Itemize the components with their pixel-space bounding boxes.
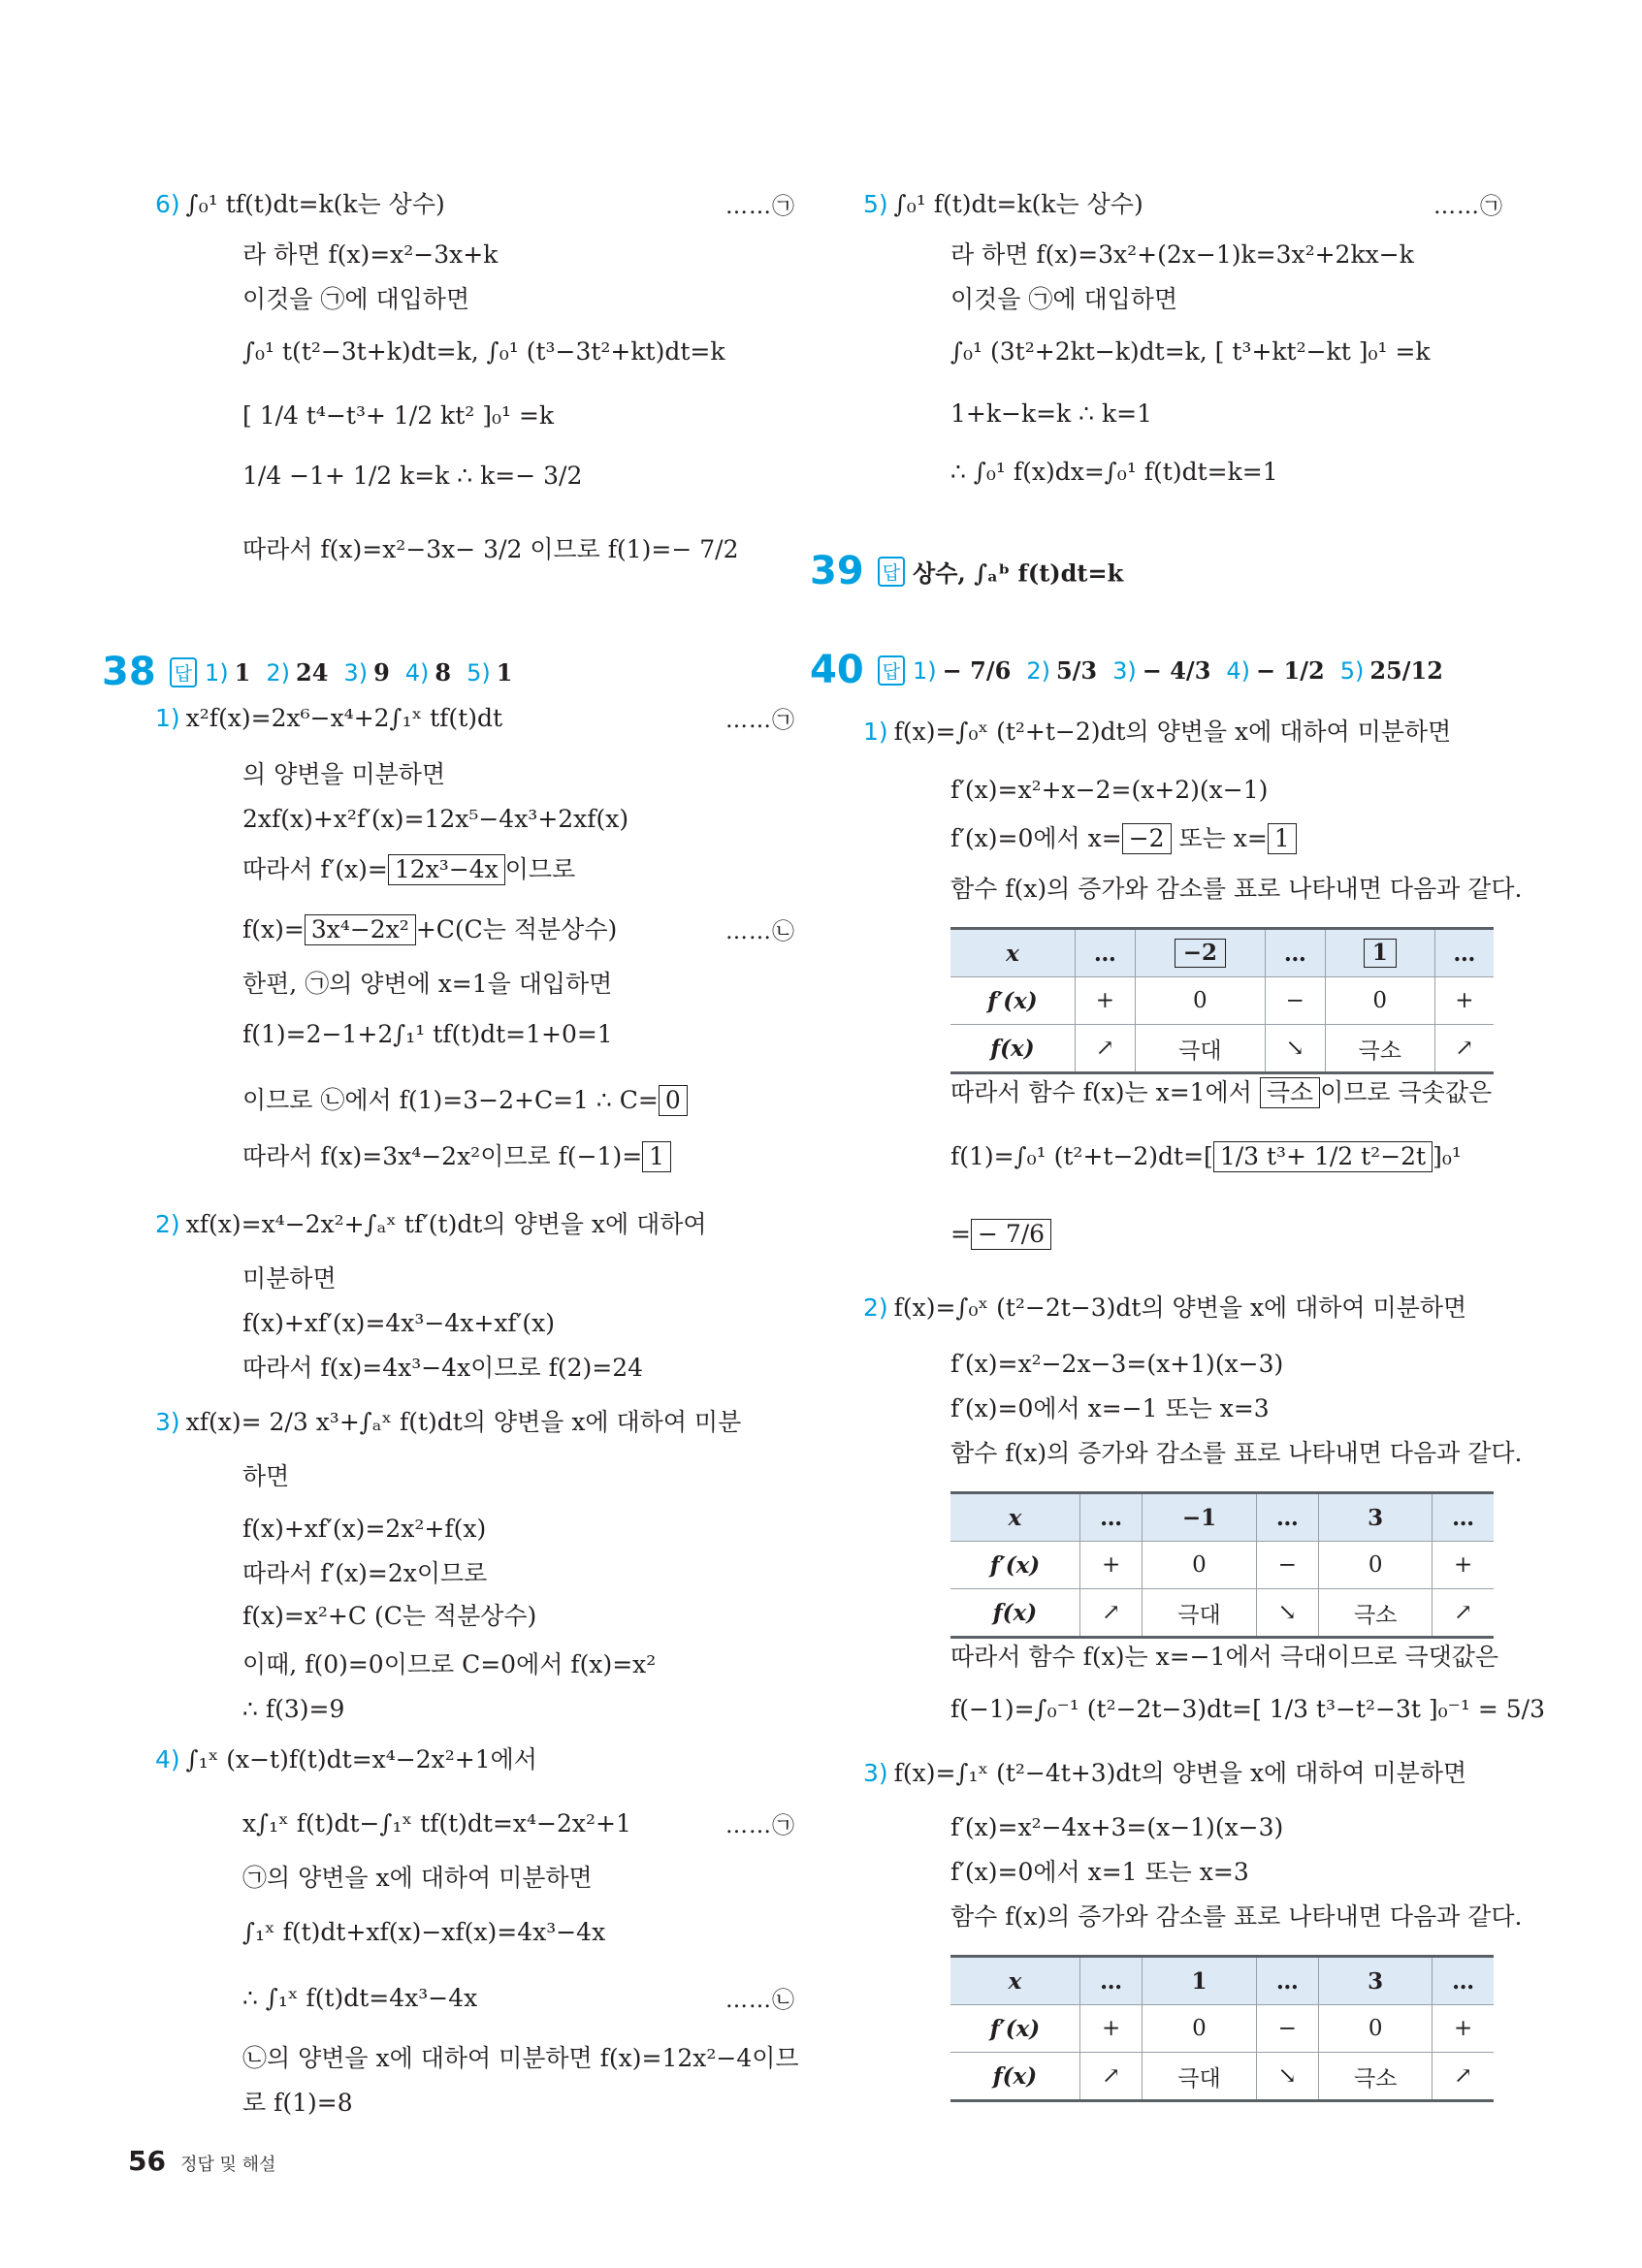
answer-box: − 7/6 xyxy=(971,1219,1051,1250)
math-text: ∫₁ˣ f(t)dt+xf(x)−xf(x)=4x³−4x xyxy=(242,1918,606,1946)
math-text: 1+k−k=k ∴ k=1 xyxy=(950,399,1152,428)
solution-line xyxy=(242,335,724,368)
table-cell: 0 xyxy=(1318,2005,1432,2053)
sub-number: 2) xyxy=(863,1294,888,1322)
solution-line xyxy=(155,702,502,735)
table-cell: 0 xyxy=(1325,977,1434,1025)
solution-line xyxy=(950,873,1522,906)
math-text: 따라서 함수 f(x)는 x=−1에서 극대이므로 극댓값은 xyxy=(950,1643,1499,1671)
solution-line xyxy=(242,1352,643,1385)
equation-tag: ……㉡ xyxy=(725,1988,795,2013)
solution-line xyxy=(242,803,628,836)
math-text: ∫₀¹ t(t²−3t+k)dt=k, ∫₀¹ (t³−3t²+kt)dt=k xyxy=(242,337,725,366)
question-header xyxy=(102,650,512,694)
sub-number: 6) xyxy=(155,190,180,218)
solution-line xyxy=(242,1262,337,1295)
math-text: f(x)+xf′(x)=4x³−4x+xf′(x) xyxy=(242,1309,555,1337)
answer-value: − 4/3 xyxy=(1142,655,1211,685)
table-cell: + xyxy=(1079,1542,1142,1589)
table-row xyxy=(950,1493,1494,1542)
math-text: 이것을 ㉠에 대입하면 xyxy=(242,285,470,313)
math-text: xf(x)=x⁴−2x²+∫ₐˣ tf′(t)dt의 양변을 x에 대하여 xyxy=(185,1210,707,1238)
answer-number: 5) xyxy=(467,658,491,687)
math-text: 함수 f(x)의 증가와 감소를 표로 나타내면 다음과 같다. xyxy=(950,875,1523,903)
sub-number: 4) xyxy=(155,1745,180,1773)
solution-line xyxy=(950,456,1278,489)
solution-line xyxy=(863,1757,1466,1790)
math-text: x∫₁ˣ f(t)dt−∫₁ˣ tf(t)dt=x⁴−2x²+1 xyxy=(242,1809,631,1837)
solution-line xyxy=(242,1693,344,1726)
answer-box: 1 xyxy=(642,1141,671,1172)
answer-box: 1/3 t³+ 1/2 t²−2t xyxy=(1213,1141,1433,1172)
table-row xyxy=(950,1025,1494,1073)
sub-number: 3) xyxy=(863,1759,888,1787)
solution-line xyxy=(242,2042,799,2075)
math-text: f(x)=∫₀ˣ (t²+t−2)dt의 양변을 x에 대하여 미분하면 xyxy=(893,718,1452,746)
table-cell: f(x) xyxy=(950,1025,1075,1073)
solution-line xyxy=(950,283,1177,316)
answer-number: 1) xyxy=(913,656,937,685)
table-cell: ↗ xyxy=(1433,2053,1494,2101)
answer-value: 1 xyxy=(234,657,251,687)
table-cell: 극대 xyxy=(1143,1589,1256,1638)
solution-line xyxy=(950,822,1297,855)
solution-line xyxy=(950,398,1152,431)
math-text: 따라서 함수 f(x)는 x=1에서 xyxy=(950,1078,1260,1106)
table-cell: ↗ xyxy=(1433,1589,1494,1638)
equation-tag: ……㉠ xyxy=(725,1813,795,1838)
table-cell: + xyxy=(1433,1542,1494,1589)
answer-list xyxy=(913,559,1123,588)
solution-line xyxy=(155,1743,537,1776)
solution-line xyxy=(242,758,445,791)
solution-line xyxy=(242,1460,289,1493)
answer-box: 0 xyxy=(659,1085,688,1116)
increase-decrease-table xyxy=(950,1491,1494,1639)
table-cell: x xyxy=(950,929,1075,977)
solution-line xyxy=(242,399,554,432)
answer-number: 1) xyxy=(205,658,229,687)
table-cell: … xyxy=(1265,929,1325,977)
math-text: 로 f(1)=8 xyxy=(242,2089,353,2117)
solution-line xyxy=(242,1648,656,1681)
math-text: xf(x)= 2/3 x³+∫ₐˣ f(t)dt의 양변을 x에 대하여 미분 xyxy=(185,1408,742,1436)
table-cell: ↘ xyxy=(1265,1025,1325,1073)
solution-line xyxy=(242,1916,605,1949)
math-text: ∴ ∫₁ˣ f(t)dt=4x³−4x xyxy=(242,1984,478,2012)
table-cell: 0 xyxy=(1318,1542,1432,1589)
sub-number: 5) xyxy=(863,190,888,218)
table-cell: ↗ xyxy=(1079,1589,1142,1638)
solution-line xyxy=(242,1307,555,1340)
math-text: 라 하면 f(x)=x²−3x+k xyxy=(242,240,499,269)
table-cell: − xyxy=(1256,2005,1318,2053)
answer-value: 8 xyxy=(435,657,452,687)
answer-number: 2) xyxy=(266,658,291,687)
answer-box: −2 xyxy=(1122,823,1172,854)
answer-box: 극소 xyxy=(1260,1077,1320,1108)
math-text: ㉠의 양변을 x에 대하여 미분하면 xyxy=(242,1864,593,1892)
solution-line xyxy=(242,1807,631,1840)
math-text: [ 1/4 t⁴−t³+ 1/2 kt² ]₀¹ =k xyxy=(242,401,555,430)
table-row xyxy=(950,1589,1494,1638)
math-text: 하면 xyxy=(242,1462,290,1490)
table-cell: … xyxy=(1434,929,1494,977)
solution-line xyxy=(863,716,1451,749)
math-text: 라 하면 f(x)=3x²+(2x−1)k=3x²+2kx−k xyxy=(950,240,1414,269)
math-text: ∴ ∫₀¹ f(x)dx=∫₀¹ f(t)dt=k=1 xyxy=(950,458,1278,486)
math-text: f(x)=∫₀ˣ (t²−2t−3)dt의 양변을 x에 대하여 미분하면 xyxy=(893,1294,1467,1322)
table-cell: f′(x) xyxy=(950,2005,1079,2053)
page-label: 정답 및 해설 xyxy=(180,2155,276,2175)
solution-line xyxy=(155,1208,707,1241)
solution-line xyxy=(155,1406,741,1439)
answer-number: 3) xyxy=(1112,656,1137,685)
math-text: = xyxy=(950,1220,971,1248)
table-cell: ↗ xyxy=(1075,1025,1135,1073)
math-text: 따라서 f′(x)= xyxy=(242,855,388,883)
math-text: f′(x)=0에서 x=1 또는 x=3 xyxy=(950,1858,1249,1886)
answer-box: 1 xyxy=(1364,939,1397,968)
table-cell: f(x) xyxy=(950,2053,1079,2101)
table-row xyxy=(950,1957,1494,2005)
table-row xyxy=(950,929,1494,977)
solution-line xyxy=(863,188,1143,221)
math-text: x²f(x)=2x⁶−x⁴+2∫₁ˣ tf(t)dt xyxy=(185,704,503,732)
math-text: 따라서 f(x)=3x⁴−2x²이므로 f(−1)= xyxy=(242,1142,643,1170)
solution-line xyxy=(950,1641,1498,1674)
math-text: 2xf(x)+x²f′(x)=12x⁵−4x³+2xf(x) xyxy=(242,805,629,833)
answer-value: − 1/2 xyxy=(1256,655,1325,685)
equation-tag: ……㉠ xyxy=(725,708,795,733)
math-text: f(x)=x²+C (C는 적분상수) xyxy=(242,1602,537,1630)
math-text: f(x)= xyxy=(242,915,305,943)
math-text: f′(x)=x²−4x+3=(x−1)(x−3) xyxy=(950,1813,1284,1841)
math-text: ∫₀¹ tf(t)dt=k(k는 상수) xyxy=(185,190,445,218)
table-cell: 0 xyxy=(1143,2005,1256,2053)
math-text: 미분하면 xyxy=(242,1264,337,1293)
table-cell: − xyxy=(1265,977,1325,1025)
solution-line xyxy=(950,1856,1249,1889)
table-cell: ↘ xyxy=(1256,2053,1318,2101)
answer-box: 1 xyxy=(1268,823,1297,854)
math-text: 한편, ㉠의 양변에 x=1을 대입하면 xyxy=(242,970,613,998)
table-cell: … xyxy=(1433,1493,1494,1542)
solution-line xyxy=(950,774,1268,807)
answer-value: 상수, ∫ₐᵇ f(t)dt=k xyxy=(913,559,1124,588)
math-text: 1/4 −1+ 1/2 k=k ∴ k=− 3/2 xyxy=(242,462,583,490)
table-cell: 극소 xyxy=(1325,1025,1434,1073)
answer-number: 3) xyxy=(343,658,369,687)
solution-line xyxy=(242,2087,353,2120)
table-cell: 3 xyxy=(1318,1493,1432,1542)
math-text: f′(x)=0에서 x= xyxy=(950,824,1122,852)
solution-line xyxy=(950,1218,1051,1251)
solution-line xyxy=(950,335,1431,368)
table-cell: x xyxy=(950,1493,1079,1542)
solution-line xyxy=(950,1811,1283,1844)
math-text: 따라서 f′(x)=2x이므로 xyxy=(242,1559,488,1587)
table-row xyxy=(950,977,1494,1025)
table-cell: 극소 xyxy=(1318,2053,1432,2101)
solution-line xyxy=(950,1076,1492,1109)
equation-tag: ……㉠ xyxy=(1433,194,1503,219)
table-cell xyxy=(1325,929,1434,977)
answer-badge: 답 xyxy=(170,657,197,687)
solution-line xyxy=(242,239,498,272)
math-text: +C(C는 적분상수) xyxy=(415,915,618,943)
solution-line xyxy=(242,1982,477,2015)
equation-tag: ……㉠ xyxy=(725,194,795,219)
solution-line xyxy=(863,1292,1466,1325)
math-text: ∫₀¹ f(t)dt=k(k는 상수) xyxy=(893,190,1143,218)
table-cell: … xyxy=(1079,1493,1142,1542)
answer-value: 24 xyxy=(296,657,329,687)
solution-line xyxy=(950,1140,1462,1173)
table-cell: … xyxy=(1433,1957,1494,2005)
table-cell: … xyxy=(1256,1957,1318,2005)
solution-line xyxy=(950,1392,1270,1425)
question-number: 40 xyxy=(810,648,864,692)
answer-number: 2) xyxy=(1026,656,1050,685)
answer-list xyxy=(913,656,1443,685)
math-text: 이므로 xyxy=(504,855,576,883)
table-cell: 0 xyxy=(1135,977,1265,1025)
table-row xyxy=(950,2005,1494,2053)
solution-line xyxy=(242,853,575,886)
table-cell: + xyxy=(1434,977,1494,1025)
math-text: ∫₁ˣ (x−t)f(t)dt=x⁴−2x²+1에서 xyxy=(185,1745,537,1773)
solution-line xyxy=(242,1600,536,1633)
math-text: f′(x)=x²−2x−3=(x+1)(x−3) xyxy=(950,1350,1284,1378)
answer-value: − 7/6 xyxy=(942,655,1012,685)
math-text: f′(x)=0에서 x=−1 또는 x=3 xyxy=(950,1394,1270,1422)
math-text: f(1)=∫₀¹ (t²+t−2)dt=[ xyxy=(950,1142,1213,1170)
solution-line xyxy=(242,1140,671,1173)
answer-number: 4) xyxy=(1226,656,1251,685)
question-number: 38 xyxy=(102,650,156,694)
answer-value: 5/3 xyxy=(1055,655,1098,685)
math-text: 이므로 ㉡에서 f(1)=3−2+C=1 ∴ C= xyxy=(242,1086,659,1114)
solution-line xyxy=(950,1693,1545,1726)
solution-line xyxy=(242,1862,593,1895)
solution-line xyxy=(950,239,1414,272)
solution-line xyxy=(950,1348,1283,1381)
math-text: 함수 f(x)의 증가와 감소를 표로 나타내면 다음과 같다. xyxy=(950,1439,1523,1467)
increase-decrease-table xyxy=(950,927,1494,1074)
table-cell: f(x) xyxy=(950,1589,1079,1638)
math-text: f(1)=2−1+2∫₁¹ tf(t)dt=1+0=1 xyxy=(242,1020,613,1048)
table-cell: f′(x) xyxy=(950,977,1075,1025)
math-text: 또는 x= xyxy=(1171,824,1268,852)
solution-line xyxy=(242,1018,613,1051)
solution-line xyxy=(242,460,582,493)
answer-box: 3x⁴−2x² xyxy=(305,914,416,945)
table-cell: f′(x) xyxy=(950,1542,1079,1589)
math-text: ∴ f(3)=9 xyxy=(242,1695,345,1723)
math-text: ㉡의 양변을 x에 대하여 미분하면 f(x)=12x²−4이므 xyxy=(242,2044,799,2072)
table-cell: − xyxy=(1256,1542,1318,1589)
table-cell: 1 xyxy=(1143,1957,1256,2005)
answer-badge: 답 xyxy=(878,655,905,686)
answer-list xyxy=(205,658,512,687)
math-text: 이때, f(0)=0이므로 C=0에서 f(x)=x² xyxy=(242,1650,657,1678)
table-cell: 3 xyxy=(1318,1957,1432,2005)
math-text: f(x)=∫₁ˣ (t²−4t+3)dt의 양변을 x에 대하여 미분하면 xyxy=(893,1759,1467,1787)
answer-box: 12x³−4x xyxy=(388,854,505,885)
answer-box: −2 xyxy=(1175,939,1226,968)
solution-line xyxy=(242,283,469,316)
answer-value: 1 xyxy=(496,657,513,687)
table-cell: 0 xyxy=(1143,1542,1256,1589)
solution-line xyxy=(242,1557,487,1590)
sub-number: 1) xyxy=(863,718,888,746)
page-footer xyxy=(128,2145,275,2177)
increase-decrease-table xyxy=(950,1955,1494,2102)
answer-value: 25/12 xyxy=(1369,655,1443,685)
table-cell: … xyxy=(1079,1957,1142,2005)
solution-line xyxy=(242,1084,688,1117)
table-cell: −1 xyxy=(1143,1493,1256,1542)
solution-line xyxy=(242,968,612,1001)
table-cell: 극소 xyxy=(1318,1589,1432,1638)
table-row xyxy=(950,2053,1494,2101)
solution-line xyxy=(242,1513,486,1546)
question-header xyxy=(810,648,1443,692)
math-text: 따라서 f(x)=x²−3x− 3/2 이므로 f(1)=− 7/2 xyxy=(242,535,739,563)
math-text: 의 양변을 미분하면 xyxy=(242,760,446,788)
table-cell: ↗ xyxy=(1434,1025,1494,1073)
math-text: f(−1)=∫₀⁻¹ (t²−2t−3)dt=[ 1/3 t³−t²−3t ]₀⁻¹ = 5/3 xyxy=(950,1695,1545,1723)
answer-number: 4) xyxy=(404,658,430,687)
math-text: f′(x)=x²+x−2=(x+2)(x−1) xyxy=(950,776,1269,804)
sub-number: 2) xyxy=(155,1210,180,1238)
solution-line xyxy=(155,188,445,221)
solution-line xyxy=(950,1437,1522,1470)
table-cell: 극대 xyxy=(1143,2053,1256,2101)
math-text: ∫₀¹ (3t²+2kt−k)dt=k, [ t³+kt²−kt ]₀¹ =k xyxy=(950,337,1431,366)
question-header xyxy=(810,549,1123,593)
table-cell xyxy=(1135,929,1265,977)
table-row xyxy=(950,1542,1494,1589)
table-cell: … xyxy=(1075,929,1135,977)
table-cell: ↘ xyxy=(1256,1589,1318,1638)
question-number: 39 xyxy=(810,549,864,593)
page-number: 56 xyxy=(128,2145,166,2177)
table-cell: + xyxy=(1075,977,1135,1025)
solution-line xyxy=(242,533,739,566)
math-text: ]₀¹ xyxy=(1433,1142,1462,1170)
sub-number: 1) xyxy=(155,704,180,732)
table-cell: ↗ xyxy=(1079,2053,1142,2101)
math-text: 이므로 극솟값은 xyxy=(1320,1078,1493,1106)
answer-value: 9 xyxy=(373,657,390,687)
math-text: 이것을 ㉠에 대입하면 xyxy=(950,285,1178,313)
table-cell: … xyxy=(1256,1493,1318,1542)
answer-badge: 답 xyxy=(878,557,905,587)
answer-number: 5) xyxy=(1339,656,1365,685)
table-cell: + xyxy=(1433,2005,1494,2053)
table-cell: + xyxy=(1079,2005,1142,2053)
solution-line xyxy=(242,913,617,946)
math-text: 따라서 f(x)=4x³−4x이므로 f(2)=24 xyxy=(242,1354,644,1382)
solution-line xyxy=(950,1901,1522,1933)
sub-number: 3) xyxy=(155,1408,180,1436)
table-cell: x xyxy=(950,1957,1079,2005)
math-text: f(x)+xf′(x)=2x²+f(x) xyxy=(242,1515,487,1543)
table-cell: 극대 xyxy=(1135,1025,1265,1073)
math-text: 함수 f(x)의 증가와 감소를 표로 나타내면 다음과 같다. xyxy=(950,1902,1523,1931)
equation-tag: ……㉡ xyxy=(725,919,795,944)
